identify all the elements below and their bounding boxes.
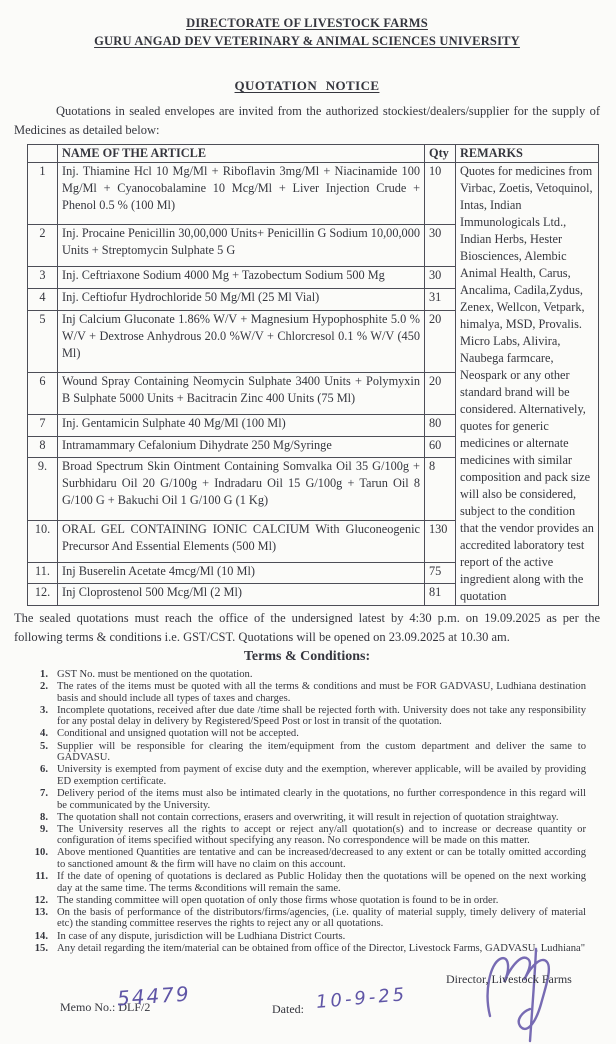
row-qty: 31 [425,289,456,311]
row-sr: 2 [28,225,58,267]
term-text: The rates of the items must be quoted with all the terms & conditions and must be FOR GADVASU, Ludhiana destination basis and should include all types of taxes and charges. [57,681,586,704]
signatory-title: Director, Livestock Farms [446,972,572,987]
term-text: If the date of opening of quotations is declared as Public Holiday then the quotations will be opened on the next working day at the same time. The terms &conditions will remain the same. [57,871,586,894]
term-number: 13. [34,906,48,918]
term-number: 14. [34,930,48,942]
row-article: Inj. Procaine Penicillin 30,00,000 Units+ Penicillin G Sodium 10,00,000 Units + Streptomycin Sulphate 5 G [58,225,425,267]
term-item [26,788,586,811]
row-qty: 20 [425,310,456,372]
row-article: Inj. Gentamicin Sulphate 40 Mg/Ml (100 Ml) [58,415,425,437]
term-number: 11. [35,871,48,883]
memo-number-label: Memo No.: DLF/2 [60,1000,151,1015]
row-sr: 8 [28,436,58,458]
term-text: The University reserves all the rights to accept or reject any/all quotation(s) and to increase or decrease quantity or configuration of items specified without specifying any reason. No correspondence will be made on this matter. [57,823,586,847]
term-item [26,907,586,930]
row-qty: 81 [425,584,456,606]
row-sr: 7 [28,415,58,437]
term-text: The standing committee will open quotation of only those firms whose quotation is found to be in order. [57,894,499,906]
row-article: Inj. Ceftiofur Hydrochloride 50 Mg/Ml (25 Ml Vial) [58,289,425,311]
row-qty: 80 [425,415,456,437]
header-sr [28,145,58,163]
row-sr: 10. [28,520,58,562]
term-item [26,741,586,764]
header-qty: Qty [425,145,456,163]
notice-title-row [14,77,600,95]
term-text: In case of any dispute, jurisdiction will be Ludhiana District Courts. [57,930,346,942]
term-text: Incomplete quotations, received after due date /time shall be rejected forth with. University does not take any responsibility for any postal delay in delivery by Registered/Speed Post or lost in transit of the quotation. [57,704,586,728]
row-sr: 4 [28,289,58,311]
dated-handwritten: 10-9-25 [315,984,409,1014]
row-qty: 60 [425,436,456,458]
term-number: 1. [40,669,48,680]
signature-scribble [480,946,584,1044]
row-qty: 30 [425,267,456,289]
row-sr: 9. [28,458,58,520]
term-item [26,705,586,728]
term-text: Supplier will be responsible for clearing the item/equipment from the custom department and deliver the same to GADVASU. [57,740,586,764]
university-title: GURU ANGAD DEV VETERINARY & ANIMAL SCIENCES UNIVERSITY [94,34,520,48]
row-article: Intramammary Cefalonium Dihydrate 250 Mg/Syringe [58,436,425,458]
row-article: Broad Spectrum Skin Ointment Containing Somvalka Oil 35 G/100g + Surbhidaru Oil 20 G/100g + Indradaru Oil 15 G/100g + Tarun Oil 8 G/100 G + Bakuchi Oil 1 G/100 G (1 Kg) [58,458,425,520]
term-number: 10. [34,847,48,859]
row-article: Inj. Thiamine Hcl 10 Mg/Ml + Riboflavin 3mg/Ml + Niacinamide 100 Mg/Ml + Cyanocobalamine 10 Mcg/Ml + Liver Injection Crude + Phenol 0.5 % (100 Ml) [58,163,425,225]
term-item [26,681,586,704]
row-article: Inj. Ceftriaxone Sodium 4000 Mg + Tazobectum Sodium 500 Mg [58,267,425,289]
items-table [27,144,599,606]
term-number: 2. [40,681,48,693]
term-number: 4. [40,728,48,740]
term-item [26,812,586,824]
directorate-title: DIRECTORATE OF LIVESTOCK FARMS [186,16,428,30]
dated-label: Dated: [272,1002,304,1017]
term-item [26,824,586,847]
row-article: Inj Calcium Gluconate 1.86% W/V + Magnesium Hypophosphite 5.0 % W/V + Dextrose Anhydrous 20.0 %W/V + Chlorcresol 0.1 % W/V (450 Ml) [58,310,425,372]
header-name: NAME OF THE ARTICLE [58,145,425,163]
row-sr: 12. [28,584,58,606]
intro-paragraph: Quotations in sealed envelopes are invited from the authorized stockiest/dealers/supplier for the supply of Medicines as detailed below: [14,104,600,137]
term-text: University is exempted from payment of excise duty and the exemption, wherever applicable, will be availed by providing ED exemption certificate. [57,764,586,787]
row-article: ORAL GEL CONTAINING IONIC CALCIUM With Gluconeogenic Precursor And Essential Elements (500 Ml) [58,520,425,562]
document-footer [14,960,600,1040]
notice-title: QUOTATION NOTICE [234,78,380,93]
term-item [26,931,586,943]
term-number: 3. [40,704,48,716]
row-sr: 3 [28,267,58,289]
remarks-cell: Quotes for medicines from Virbac, Zoetis, Vetoquinol, Intas, Indian Immunologicals Ltd., Indian Herbs, Hester Biosciences, Alembic Animal Health, Carus, Ancalima, Cadila,Zydus, Zenex, Wellcon, Vetpark, himalya, MSD, Provalis. Micro Labs, Alivira, Naubega farmcare, Neospark or any other standard brand will be considered. Alternatively, quotes for generic medicines or alternate medicines with similar composition and pack size will also be considered, subject to the condition that the vendor provides an accredited laboratory test report of the active ingredient along with the quotation [456,163,599,606]
row-qty: 20 [425,373,456,415]
row-sr: 1 [28,163,58,225]
terms-title: Terms & Conditions: [243,649,371,664]
term-text: Any detail regarding the item/material can be obtained from office of the Director, Livestock Farms, GADVASU, Ludhiana" [57,942,586,954]
term-text: On the basis of performance of the distributors/firms/agencies, (i.e. quality of material supply, timely delivery of material etc) the standing committee reserves the rights to reject any or all quotations. [57,906,586,930]
row-qty: 30 [425,225,456,267]
term-number: 6. [40,764,48,776]
term-item [26,847,586,870]
row-article: Wound Spray Containing Neomycin Sulphate 3400 Units + Polymyxin B Sulphate 5000 Units + Bacitracin Zinc 400 Units (75 Ml) [58,373,425,415]
row-qty: 130 [425,520,456,562]
row-qty: 75 [425,562,456,584]
term-text: The quotation shall not contain corrections, erasers and overwriting, it will result in rejection of quotation straightway. [57,811,559,823]
term-text: Above mentioned Quantities are tentative and can be increased/decreased to any extent or can be totally omitted according to sanctioned amount & the firm will have no claim on this account. [57,847,586,870]
term-number: 9. [40,823,48,835]
term-number: 7. [40,787,48,799]
terms-list [26,669,586,954]
closing-paragraph: The sealed quotations must reach the office of the undersigned latest by 4:30 p.m. on 19.09.2025 as per the following terms & conditions i.e. GST/CST. Quotations will be opened on 23.09.2025 at 10.30 am. [14,611,600,644]
term-number: 5. [40,740,48,752]
term-number: 15. [34,942,48,954]
memo-number-handwritten: 54479 [116,981,192,1011]
row-sr: 11. [28,562,58,584]
row-sr: 5 [28,310,58,372]
row-article: Inj Buserelin Acetate 4mcg/Ml (10 Ml) [58,562,425,584]
term-text: Delivery period of the items must also be intimated clearly in the quotations, no further correspondence in this regard will be communicated by the University. [57,787,586,811]
term-text: GST No. must be mentioned on the quotation. [57,669,253,680]
term-item [26,764,586,787]
table-header-row [28,145,599,163]
letterhead [14,14,600,50]
row-article: Inj Cloprostenol 500 Mcg/Ml (2 Ml) [58,584,425,606]
row-sr: 6 [28,373,58,415]
table-row [28,163,599,225]
header-remarks: REMARKS [456,145,599,163]
term-item [26,871,586,894]
row-qty: 10 [425,163,456,225]
term-item [26,728,586,740]
term-item [26,895,586,907]
term-number: 12. [34,894,48,906]
term-text: Conditional and unsigned quotation will not be accepted. [57,728,299,740]
row-qty: 8 [425,458,456,520]
term-item [26,669,586,681]
term-number: 8. [40,811,48,823]
